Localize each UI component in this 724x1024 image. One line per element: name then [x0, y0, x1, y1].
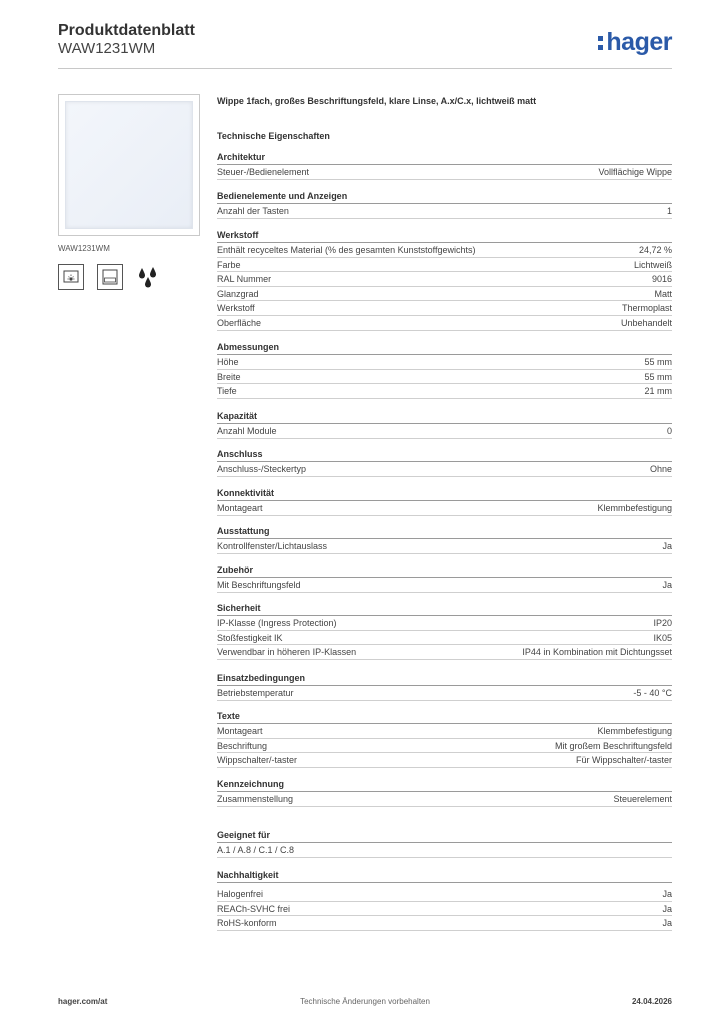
section-0 — [217, 152, 672, 180]
property-value: Klemmbefestigung — [597, 503, 672, 513]
property-value: 9016 — [651, 274, 672, 285]
property-label: Montageart — [217, 503, 263, 513]
section-2 — [217, 230, 672, 331]
property-label: RAL Nummer — [217, 274, 272, 285]
property-label: Mit Beschriftungsfeld — [217, 580, 301, 590]
property-value: 55 mm — [644, 371, 672, 382]
footer-website-link[interactable]: hager.com/at — [58, 997, 108, 1006]
section-title: Sicherheit — [217, 603, 672, 616]
property-label: Breite — [217, 371, 241, 382]
section-10 — [217, 673, 672, 701]
property-row — [217, 355, 672, 370]
property-label: Wippschalter/-taster — [217, 755, 298, 766]
image-caption: WAW1231WM — [58, 244, 110, 253]
section-14 — [217, 870, 672, 931]
property-value: Thermoplast — [621, 303, 672, 314]
property-label: Werkstoff — [217, 303, 255, 314]
property-label: REACh-SVHC frei — [217, 903, 291, 914]
property-label: Betriebstemperatur — [217, 688, 294, 698]
section-title: Konnektivität — [217, 488, 672, 501]
hager-logo[interactable] — [598, 28, 672, 57]
section-5 — [217, 449, 672, 477]
property-label: Tiefe — [217, 386, 237, 397]
property-value: Ja — [662, 903, 672, 914]
property-row — [217, 539, 672, 554]
product-description: Wippe 1fach, großes Beschriftungsfeld, klare Linse, A.x/C.x, lichtweiß matt — [217, 96, 537, 106]
product-image — [58, 94, 200, 236]
property-label: Enthält recyceltes Material (% des gesamten Kunststoffgewichts) — [217, 245, 476, 255]
section-title: Einsatzbedingungen — [217, 673, 672, 686]
property-value: 0 — [666, 426, 672, 436]
property-row — [217, 165, 672, 180]
property-value: Unbehandelt — [620, 317, 672, 328]
section-3 — [217, 342, 672, 399]
water-drops-icon — [136, 264, 162, 290]
section-title: Geeignet für — [217, 830, 672, 843]
property-value: 55 mm — [644, 357, 672, 367]
property-row — [217, 316, 672, 331]
property-label: Steuer-/Bedienelement — [217, 167, 310, 177]
section-7 — [217, 526, 672, 554]
property-label: A.1 / A.8 / C.1 / C.8 — [217, 845, 295, 855]
property-row — [217, 243, 672, 258]
property-label: Höhe — [217, 357, 239, 367]
property-label: Farbe — [217, 259, 241, 270]
section-title: Anschluss — [217, 449, 672, 462]
property-label: Verwendbar in höheren IP-Klassen — [217, 647, 357, 658]
property-row — [217, 272, 672, 287]
property-row — [217, 686, 672, 701]
property-label: Anzahl Module — [217, 426, 277, 436]
section-13 — [217, 830, 672, 858]
document-title: Produktdatenblatt — [58, 22, 195, 39]
technical-properties-title: Technische Eigenschaften — [217, 131, 330, 141]
property-row — [217, 724, 672, 739]
property-label: Kontrollfenster/Lichtauslass — [217, 541, 328, 551]
property-value: Ja — [662, 918, 672, 929]
section-9 — [217, 603, 672, 660]
property-row — [217, 645, 672, 660]
section-title: Kapazität — [217, 411, 672, 424]
property-row — [217, 843, 672, 858]
section-title: Ausstattung — [217, 526, 672, 539]
property-value: Ja — [662, 580, 672, 590]
property-label: Anzahl der Tasten — [217, 206, 289, 216]
property-value: Ja — [662, 889, 672, 899]
property-row — [217, 887, 672, 902]
property-row — [217, 287, 672, 302]
section-title: Architektur — [217, 152, 672, 165]
property-value: IK05 — [653, 632, 672, 643]
section-title: Kennzeichnung — [217, 779, 672, 792]
property-value: 21 mm — [644, 386, 672, 397]
property-row — [217, 301, 672, 316]
property-label: Montageart — [217, 726, 263, 736]
logo-colon-icon — [598, 32, 604, 52]
section-12 — [217, 779, 672, 807]
property-row — [217, 370, 672, 385]
property-value: Steuerelement — [613, 794, 672, 804]
property-row — [217, 739, 672, 754]
section-title: Werkstoff — [217, 230, 672, 243]
property-value: Ja — [662, 541, 672, 551]
property-row — [217, 501, 672, 516]
property-row — [217, 792, 672, 807]
property-label: Oberfläche — [217, 317, 262, 328]
property-row — [217, 902, 672, 917]
property-row — [217, 916, 672, 931]
section-title: Zubehör — [217, 565, 672, 578]
property-label: IP-Klasse (Ingress Protection) — [217, 618, 337, 628]
property-value: Ohne — [649, 464, 672, 474]
footer-date: 24.04.2026 — [631, 997, 672, 1006]
property-label: Anschluss-/Steckertyp — [217, 464, 307, 474]
property-value: Klemmbefestigung — [597, 726, 672, 736]
property-label: Glanzgrad — [217, 288, 259, 299]
property-label: Stoßfestigkeit IK — [217, 632, 283, 643]
property-row — [217, 616, 672, 631]
section-title: Bedienelemente und Anzeigen — [217, 191, 672, 204]
section-8 — [217, 565, 672, 593]
property-value: 24,72 % — [638, 245, 672, 255]
property-row — [217, 258, 672, 273]
property-row — [217, 578, 672, 593]
section-title: Texte — [217, 711, 672, 724]
property-row — [217, 462, 672, 477]
property-row — [217, 424, 672, 439]
property-value: IP20 — [653, 618, 672, 628]
property-row — [217, 753, 672, 768]
property-row — [217, 631, 672, 646]
section-1 — [217, 191, 672, 219]
property-label: Zusammenstellung — [217, 794, 294, 804]
property-value: Matt — [654, 288, 672, 299]
product-code: WAW1231WM — [58, 40, 156, 57]
logo-text: hager — [606, 28, 672, 56]
section-11 — [217, 711, 672, 768]
footer-note: Technische Änderungen vorbehalten — [300, 997, 430, 1006]
property-value: -5 - 40 °C — [633, 688, 672, 698]
property-label: Beschriftung — [217, 740, 268, 751]
property-value: 1 — [666, 206, 672, 216]
property-label: RoHS-konform — [217, 918, 277, 929]
rocker-plate-image — [65, 101, 193, 229]
section-4 — [217, 411, 672, 439]
section-title: Nachhaltigkeit — [217, 870, 672, 883]
property-row — [217, 384, 672, 399]
section-title: Abmessungen — [217, 342, 672, 355]
property-value: Für Wippschalter/-taster — [575, 755, 672, 766]
property-row — [217, 204, 672, 219]
property-value: IP44 in Kombination mit Dichtungsset — [522, 647, 672, 658]
label-field-icon — [97, 264, 123, 290]
header-divider — [58, 68, 672, 69]
property-value: Mit großem Beschriftungsfeld — [554, 740, 672, 751]
property-value: Lichtweiß — [633, 259, 672, 270]
property-value: Vollflächige Wippe — [598, 167, 672, 177]
section-6 — [217, 488, 672, 516]
property-label: Halogenfrei — [217, 889, 264, 899]
window-light-icon — [58, 264, 84, 290]
